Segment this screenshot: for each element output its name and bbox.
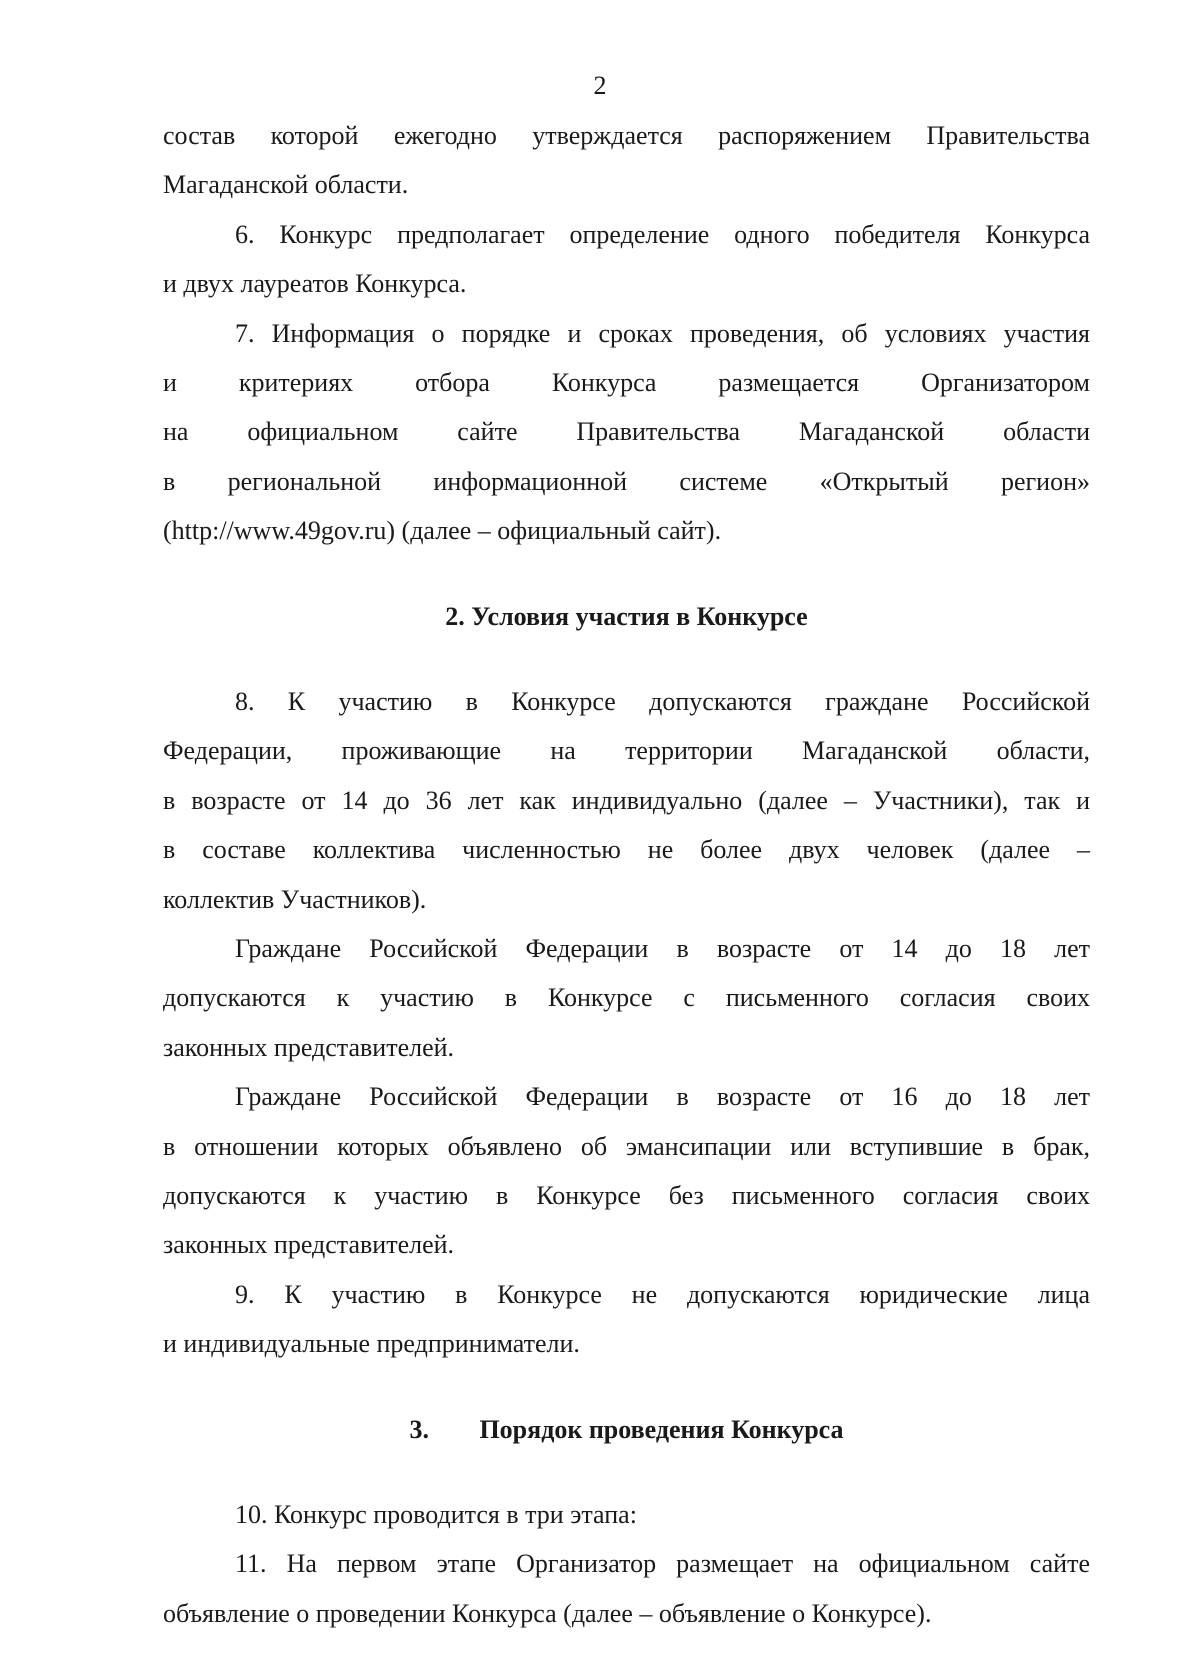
text-line: в возрасте от 14 до 36 лет как индивидуально (далее – Участники), так и	[163, 785, 1090, 815]
text-line: и двух лауреатов Конкурса.	[163, 269, 467, 299]
text-line: законных представителей.	[163, 1230, 455, 1260]
text-line: Федерации, проживающие на территории Магаданской области,	[163, 736, 1090, 766]
text-line: и критериях отбора Конкурса размещается Организатором	[163, 367, 1090, 397]
text-line: (http://www.49gov.ru) (далее – официальный сайт).	[163, 516, 722, 546]
section-title: Порядок проведения Конкурса	[479, 1414, 844, 1444]
text-line: и индивидуальные предприниматели.	[163, 1329, 580, 1359]
text-line: 9. К участию в Конкурсе не допускаются юридические лица	[235, 1279, 1090, 1309]
text-line: 10. Конкурс проводится в три этапа:	[235, 1499, 637, 1529]
text-line: в региональной информационной системе «Открытый регион»	[163, 466, 1090, 496]
text-line: 7. Информация о порядке и сроках проведения, об условиях участия	[235, 318, 1090, 348]
text-line: коллектив Участников).	[163, 884, 427, 914]
text-line: допускаются к участию в Конкурсе без письменного согласия своих	[163, 1180, 1090, 1210]
text-line: законных представителей.	[163, 1032, 455, 1062]
document-body	[163, 111, 1090, 1638]
text-line: на официальном сайте Правительства Магаданской области	[163, 417, 1090, 447]
text-line: 8. К участию в Конкурсе допускаются граждане Российской	[235, 686, 1090, 716]
section-number: 3.	[409, 1414, 429, 1444]
text-line: в составе коллектива численностью не более двух человек (далее –	[163, 835, 1090, 865]
text-line: объявление о проведении Конкурса (далее – объявление о Конкурсе).	[163, 1598, 932, 1628]
page-number: 2	[593, 71, 607, 100]
spacer	[163, 1454, 1090, 1490]
spacer	[163, 556, 1090, 592]
text-line: Магаданской области.	[163, 170, 409, 200]
text-line: состав которой ежегодно утверждается распоряжением Правительства	[163, 121, 1090, 150]
section-heading: 2. Условия участия в Конкурсе	[445, 601, 808, 631]
section-heading	[163, 1405, 1090, 1454]
text-line: Граждане Российской Федерации в возрасте от 14 до 18 лет	[235, 933, 1090, 963]
spacer	[163, 641, 1090, 677]
text-line: 6. Конкурс предполагает определение одного победителя Конкурса	[235, 219, 1090, 249]
text-line: в отношении которых объявлено об эмансипации или вступившие в брак,	[163, 1131, 1090, 1161]
text-line: Граждане Российской Федерации в возрасте от 16 до 18 лет	[235, 1082, 1090, 1112]
text-line: допускаются к участию в Конкурсе с письменного согласия своих	[163, 983, 1090, 1013]
spacer	[163, 1369, 1090, 1405]
text-line: 11. На первом этапе Организатор размещает на официальном сайте	[235, 1549, 1090, 1579]
